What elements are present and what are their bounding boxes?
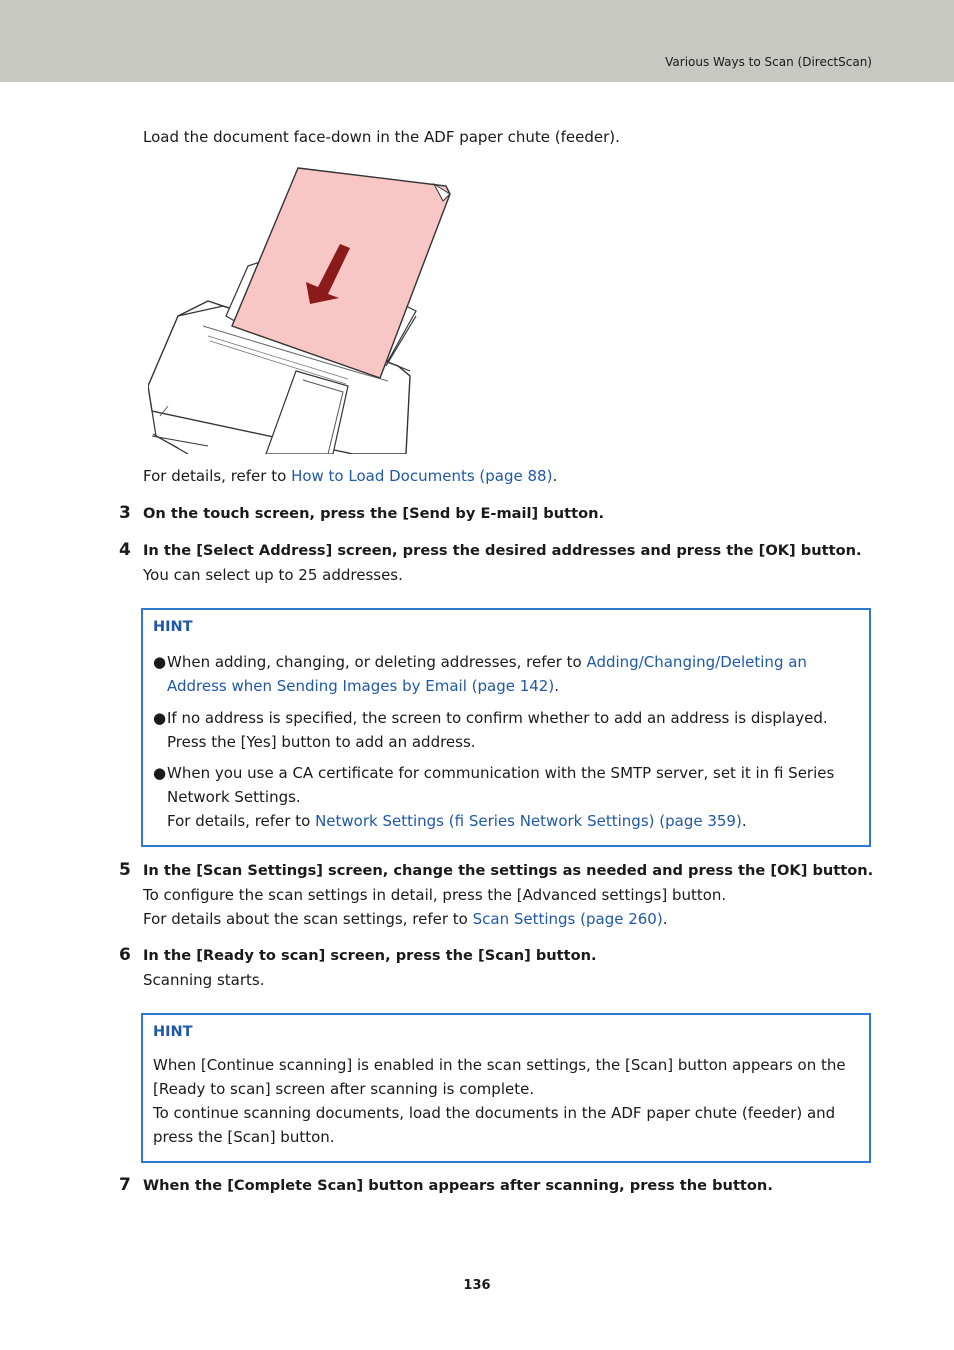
step-title: In the [Select Address] screen, press the desired addresses and press the [OK] button. xyxy=(143,542,862,559)
step-body: To configure the scan settings in detail, press the [Advanced settings] button. xyxy=(143,886,727,904)
step-number: 3 xyxy=(119,503,131,523)
bullet-text: If no address is specified, the screen to confirm whether to add an address is displayed. Press the [Yes] button to add an address. xyxy=(167,709,828,751)
scanner-loading-illustration xyxy=(148,166,468,454)
page-header xyxy=(0,0,954,82)
scan-settings-link[interactable]: Scan Settings (page 260) xyxy=(472,910,663,928)
adding-address-link[interactable]: Adding/Changing/Deleting an Address when Sending Images by Email (page 142) xyxy=(167,653,807,695)
step-body: Scanning starts. xyxy=(143,971,265,989)
step-title: In the [Scan Settings] screen, change the settings as needed and press the [OK] button. xyxy=(143,862,874,879)
bullet-dot: ● xyxy=(153,653,167,671)
bullet-suffix: . xyxy=(554,677,559,695)
step-body: You can select up to 25 addresses. xyxy=(143,566,403,584)
intro-text: Load the document face-down in the ADF paper chute (feeder). xyxy=(143,128,620,146)
hint-text: To continue scanning documents, load the documents in the ADF paper chute (feeder) and press the [Scan] button. xyxy=(153,1104,836,1146)
hint-bullet xyxy=(153,706,853,754)
network-settings-link[interactable]: Network Settings (fi Series Network Settings) (page 359) xyxy=(315,812,742,830)
step-number: 7 xyxy=(119,1175,131,1195)
bullet-suffix: . xyxy=(741,812,747,830)
step-body xyxy=(143,907,667,931)
step-title: In the [Ready to scan] screen, press the [Scan] button. xyxy=(143,947,597,964)
how-to-load-link[interactable]: How to Load Documents (page 88) xyxy=(291,467,553,485)
hint-box xyxy=(141,608,871,847)
bullet-prefix: When adding, changing, or deleting addresses, refer to xyxy=(167,653,587,671)
header-title: Various Ways to Scan (DirectScan) xyxy=(665,55,872,69)
details-text xyxy=(143,464,557,488)
hint-text: When [Continue scanning] is enabled in the scan settings, the [Scan] button appears on the [Ready to scan] screen after scanning is complete. xyxy=(153,1056,846,1098)
step-title: When the [Complete Scan] button appears after scanning, press the button. xyxy=(143,1177,773,1194)
step-title: On the touch screen, press the [Send by E-mail] button. xyxy=(143,505,605,522)
hint-bullet xyxy=(153,761,853,833)
bullet-text: When you use a CA certificate for communication with the SMTP server, set it in fi Series Network Settings. xyxy=(167,764,835,806)
step-number: 4 xyxy=(119,540,131,560)
hint-bullet xyxy=(153,650,853,698)
details-prefix: For details, refer to xyxy=(143,467,292,485)
details-suffix: . xyxy=(552,467,558,485)
bullet-dot: ● xyxy=(153,764,167,782)
bullet-dot: ● xyxy=(153,709,167,727)
step-number: 5 xyxy=(119,860,131,880)
hint-title: HINT xyxy=(153,619,193,635)
bullet-prefix: For details, refer to xyxy=(167,812,316,830)
hint-title: HINT xyxy=(153,1024,193,1040)
step-number: 6 xyxy=(119,945,131,965)
hint-box xyxy=(141,1013,871,1163)
page-number: 136 xyxy=(463,1278,491,1293)
body-prefix: For details about the scan settings, refer to xyxy=(143,910,473,928)
body-suffix: . xyxy=(662,910,668,928)
